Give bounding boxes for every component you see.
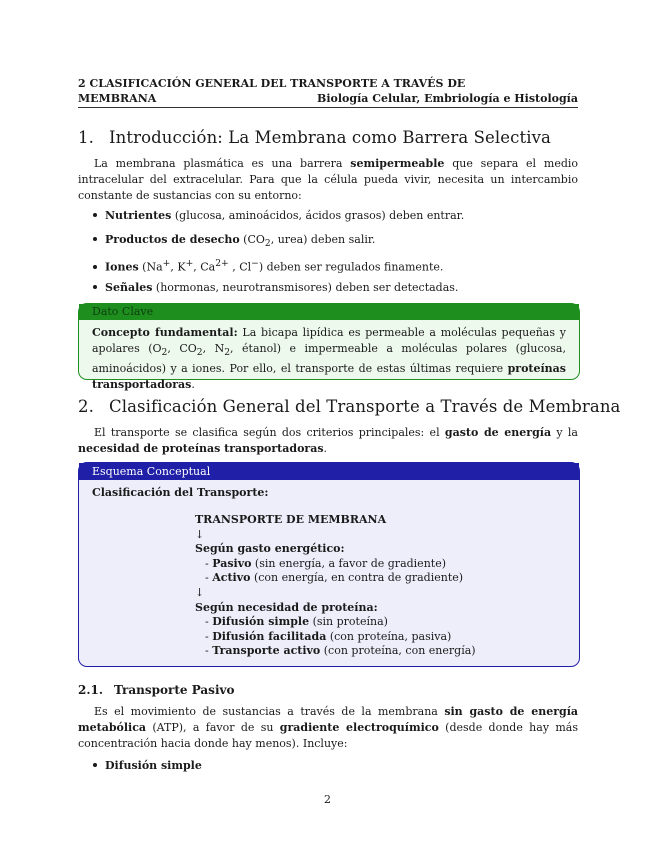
text-bold: Nutrientes — [105, 209, 172, 222]
scheme-criterion: Según gasto energético: — [195, 542, 345, 556]
bullet-icon — [93, 213, 97, 217]
dash: - — [205, 615, 213, 629]
superscript: − — [251, 258, 259, 269]
text-bold: Productos de desecho — [105, 233, 240, 246]
bullet-icon — [93, 285, 97, 289]
down-arrow-icon: ↓ — [195, 585, 205, 599]
section-title: Clasificación General del Transporte a Través de Membrana — [109, 397, 621, 416]
dash: - — [205, 629, 213, 643]
key-fact-box — [78, 303, 580, 392]
subsection-2-1-intro — [78, 704, 578, 752]
subscript: 2 — [161, 347, 168, 359]
text-run: . — [323, 442, 328, 455]
text-bold: semipermeable — [350, 157, 445, 170]
list-item — [93, 280, 458, 296]
text-run: , K — [170, 260, 186, 274]
scheme-item — [195, 615, 476, 630]
section-1-heading — [78, 128, 551, 147]
running-header — [78, 76, 578, 108]
list-item — [93, 758, 202, 774]
text-run: (con proteína, pasiva) — [326, 629, 452, 643]
text-run: (hormonas, neurotransmisores) deben ser detectadas. — [152, 281, 459, 294]
text-run: (CO — [239, 233, 265, 246]
text-run: , N — [202, 342, 225, 355]
text-run: (sin energía, a favor de gradiente) — [251, 556, 446, 570]
header-line-2-right: Biología Celular, Embriología e Histología — [317, 92, 578, 105]
scheme-item — [195, 644, 476, 659]
page-number: 2 — [324, 793, 331, 806]
text-bold: Difusión simple — [212, 615, 310, 629]
text-bold: gasto de energía — [444, 426, 552, 439]
bullet-icon — [93, 763, 97, 767]
list-item — [93, 256, 443, 276]
text-bold: Transporte activo — [212, 644, 321, 658]
subsection-2-1-heading — [78, 683, 234, 697]
text-run: , étanol) e impermeable a moléculas polares (glucosa, aminoácidos) y a iones. Por ello, el transporte de estas últimas requiere — [92, 342, 566, 376]
text-bold: sin gasto de energía metabólica — [78, 705, 578, 734]
text-bold: Difusión facilitada — [212, 629, 327, 643]
section-1-intro — [78, 156, 578, 204]
down-arrow-icon: ↓ — [195, 527, 205, 541]
subscript: 2 — [224, 347, 231, 359]
box-body — [79, 480, 579, 499]
list-item — [93, 208, 464, 224]
text-bold: necesidad de proteínas transportadoras — [78, 442, 324, 455]
text-run: que separa el medio intracelular del extracelular. Para que la célula pueda vivir, necesita un intercambio constante de sustancias con su entorno: — [78, 157, 579, 202]
box-title: Esquema Conceptual — [79, 463, 579, 480]
text-run: , Ca — [193, 260, 216, 274]
text-bold: Pasivo — [212, 556, 252, 570]
scheme-item — [195, 571, 476, 586]
scheme-root: TRANSPORTE DE MEMBRANA — [195, 513, 387, 526]
dash: - — [205, 644, 213, 658]
text-bold: Concepto fundamental: — [92, 326, 238, 339]
text-run: (ATP), a favor de su — [146, 721, 280, 734]
text-run: La membrana plasmática es una barrera — [94, 157, 351, 170]
section-2-heading — [78, 397, 621, 416]
text-run: El transporte se clasifica según dos criterios principales: el — [94, 426, 445, 439]
section-2-intro — [78, 425, 578, 457]
bullet-icon — [93, 265, 97, 269]
text-run: (sin proteína) — [309, 615, 388, 629]
section-number: 1. — [78, 128, 94, 147]
bullet-icon — [93, 237, 97, 241]
text-run: y la — [551, 426, 578, 439]
text-run: (con proteína, con energía) — [320, 644, 476, 658]
header-line-1: 2 CLASIFICACIÓN GENERAL DEL TRANSPORTE A TRAVÉS DE — [78, 77, 466, 90]
subsection-number: 2.1. — [78, 683, 104, 697]
scheme-item — [195, 557, 476, 572]
subscript: 2 — [264, 238, 271, 250]
scheme-item — [195, 630, 476, 645]
subsection-title: Transporte Pasivo — [114, 683, 235, 697]
superscript: + — [162, 258, 171, 269]
text-run: Es el movimiento de sustancias a través de la membrana — [94, 705, 445, 718]
superscript: 2+ — [215, 258, 229, 269]
text-run: La bicapa lipídica es permeable a moléculas pequeñas y apolares (O — [92, 326, 566, 355]
dash: - — [205, 556, 213, 570]
header-line-2-left: MEMBRANA — [78, 92, 157, 105]
concept-scheme-box — [78, 462, 580, 667]
subscript: 2 — [196, 347, 203, 359]
text-run: (glucosa, aminoácidos, ácidos grasos) deben entrar. — [171, 209, 465, 222]
text-bold: Activo — [212, 571, 251, 585]
text-run: ) deben ser regulados finamente. — [258, 260, 444, 274]
text-bold: proteínas transportadoras — [92, 362, 566, 392]
section-title: Introducción: La Membrana como Barrera Selectiva — [109, 128, 551, 147]
text-run: , CO — [167, 342, 197, 355]
text-run: . — [191, 378, 195, 392]
text-run: , urea) deben salir. — [270, 233, 376, 246]
text-bold: Iones — [105, 260, 139, 274]
box-title: Dato Clave — [79, 304, 579, 320]
text-run: (con energía, en contra de gradiente) — [250, 571, 464, 585]
text-run: (Na — [138, 260, 163, 274]
scheme-heading: Clasificación del Transporte: — [92, 486, 269, 499]
superscript: + — [185, 258, 194, 269]
dash: - — [205, 571, 213, 585]
text-run: , Cl — [228, 260, 252, 274]
section-number: 2. — [78, 397, 94, 416]
scheme-criterion: Según necesidad de proteína: — [195, 600, 378, 614]
text-bold: gradiente electroquímico — [279, 721, 439, 734]
box-body — [79, 320, 579, 393]
text-run: (desde donde hay más concentración hacia donde hay menos). Incluye: — [78, 721, 579, 750]
list-item — [93, 232, 375, 252]
text-bold: Señales — [105, 281, 153, 294]
classification-scheme — [195, 513, 476, 659]
text-bold: Difusión simple — [105, 759, 202, 772]
